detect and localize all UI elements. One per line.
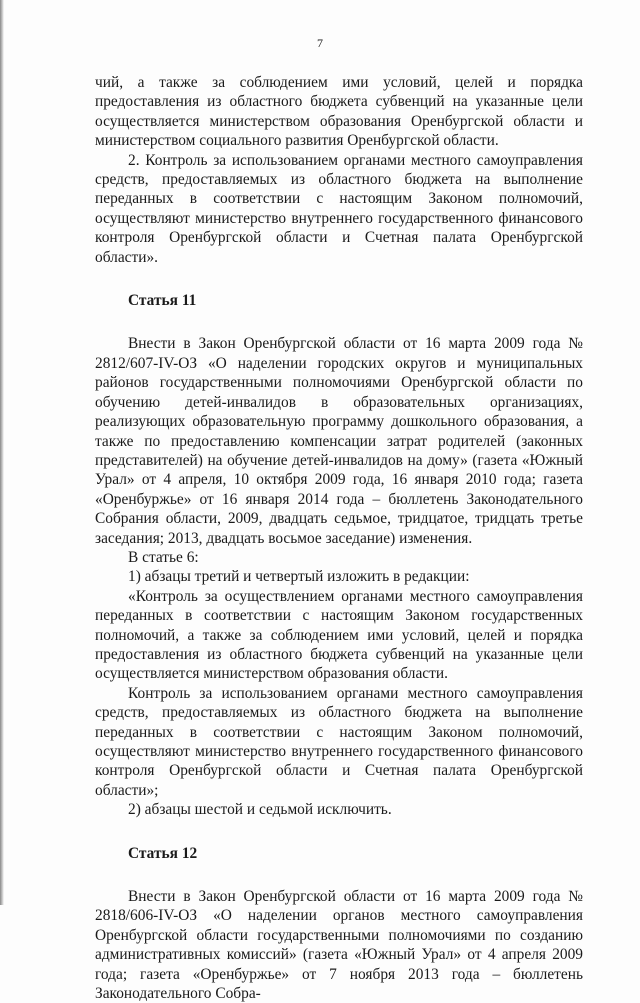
article-11-in-article-6: В статье 6: [128, 548, 199, 566]
article-11-item-1: 1) абзацы третий и четвертый изложить в редакции: [128, 568, 470, 586]
article-11-quote-1: «Контроль за осуществлением органами местного самоуправления переданных в соответствии с настоящим Законом государственных полномочий, а также за соблюдением ими условий, целей и порядка предоставления из областного бюджета субвенций на указанные цели осуществляется министерством образования области. [95, 587, 583, 683]
paragraph-control-clause: 2. Контроль за использованием органами местного самоуправления средств, предоставляемых из областного бюджета на выполнение переданных в соответствии с настоящим Законом полномочий, осуществляют министерство внутреннего государственного финансового контроля Оренбургской области и Счетная палата Оренбургской области». [95, 151, 583, 266]
document-body [95, 73, 583, 1003]
article-12-heading: Статья 12 [128, 844, 198, 862]
article-11-heading: Статья 11 [128, 292, 197, 310]
article-11-item-2: 2) абзацы шестой и седьмой исключить. [128, 801, 392, 819]
article-11-intro: Внести в Закон Оренбургской области от 16 марта 2009 года № 2812/607-IV-ОЗ «О наделении городских округов и муниципальных районов государственными полномочиями Оренбургской области по обучению детей-инвалидов в образовательных организациях, реализующих образовательную программу дошкольного образования, а также по предоставлению компенсации затрат родителей (законных представителей) на обучение детей-инвалидов на дому» (газета «Южный Урал» от 4 апреля, 10 октября 2009 года, 16 января 2010 года; газета «Оренбуржье» от 16 января 2014 года – бюллетень Законодательного Собрания области, 2009, двадцать седьмое, тридцатое, тридцать третье заседания; 2013, двадцать восьмое заседание) изменения. [95, 335, 583, 547]
scan-spine-shadow [0, 0, 4, 905]
page-number: 7 [317, 36, 323, 50]
article-12-intro: Внести в Закон Оренбургской области от 16 марта 2009 года № 2818/606-IV-ОЗ «О наделении органов местного самоуправления Оренбургской области государственными полномочиями по созданию административных комиссий» (газета «Южный Урал» от 4 апреля 2009 года; газета «Оренбуржье» от 7 ноября 2013 года – бюллетень Законодательного Собра- [95, 888, 583, 1003]
paragraph-continuation: чий, а также за соблюдением ими условий, целей и порядка предоставления из областного бюджета субвенций на указанные цели осуществляется министерством образования Оренбургской области и министерством социального развития Оренбургской области. [95, 74, 583, 150]
article-11-quote-2: Контроль за использованием органами местного самоуправления средств, предоставляемых из областного бюджета на выполнение переданных в соответствии с настоящим Законом полномочий, осуществляют министерство внутреннего государственного финансового контроля Оренбургской области и Счетная палата Оренбургской области»; [95, 684, 583, 799]
